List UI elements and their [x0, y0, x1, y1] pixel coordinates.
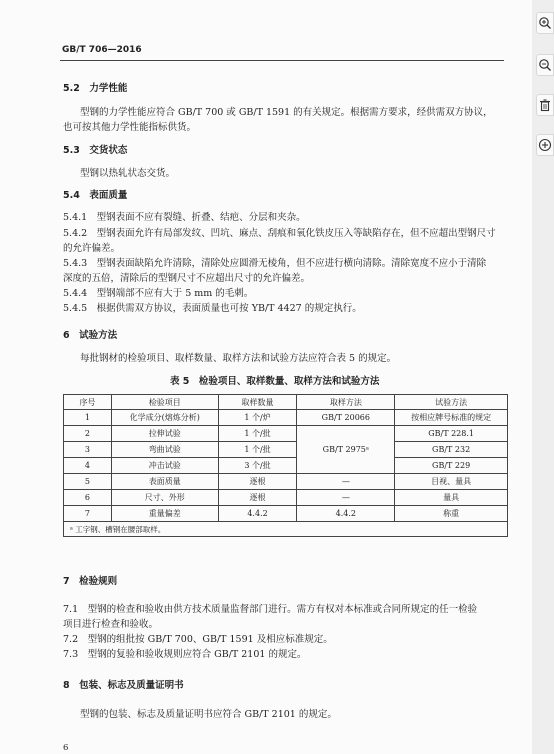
- table-cell: 化学成分(熔炼分析): [111, 410, 218, 426]
- table-row: [64, 490, 508, 506]
- table-header-cell: 取样方法: [297, 395, 395, 410]
- table-cell: 3: [64, 442, 112, 458]
- table-row: [64, 474, 508, 490]
- section-8-text: 型钢的包装、标志及质量证明书应符合 GB/T 2101 的规定。: [80, 709, 337, 720]
- add-button[interactable]: [536, 134, 554, 156]
- table-cell: 按相应牌号标准的规定: [395, 410, 508, 426]
- table-5-caption: 表 5 检验项目、取样数量、取样方法和试验方法: [170, 376, 380, 387]
- plus-circle-icon: [538, 138, 552, 152]
- table-cell: 4.4.2: [297, 506, 395, 522]
- table-note-row: [64, 522, 508, 537]
- table-header-cell: 取样数量: [218, 395, 297, 410]
- table-cell: 1 个/批: [218, 442, 297, 458]
- zoom-out-icon: [538, 58, 552, 72]
- table-cell: GB/T 20066: [297, 410, 395, 426]
- table-header-cell: 试验方法: [395, 395, 508, 410]
- section-5-3-text: 型钢以热轧状态交货。: [80, 168, 176, 179]
- table-cell: 2: [64, 426, 112, 442]
- clause-7-1-a: 7.1 型钢的检查和验收由供方技术质量监督部门进行。需方有权对本标准或合同所规定的任一检验: [63, 604, 478, 615]
- table-cell: 冲击试验: [111, 458, 218, 474]
- table-row: [64, 458, 508, 474]
- table-cell: 拉伸试验: [111, 426, 218, 442]
- table-cell: 4: [64, 458, 112, 474]
- table-5: [63, 394, 508, 537]
- table-cell: 1 个/炉: [218, 410, 297, 426]
- table-cell: 重量偏差: [111, 506, 218, 522]
- clause-5-4-2-b: 的允许偏差。: [63, 243, 121, 254]
- table-cell: 逐根: [218, 474, 297, 490]
- clause-5-4-2-a: 5.4.2 型钢表面允许有局部发纹、凹坑、麻点、刮痕和氧化铁皮压入等缺陷存在，但不应超出型钢尺寸: [63, 228, 496, 239]
- table-cell: 5: [64, 474, 112, 490]
- table-cell: 6: [64, 490, 112, 506]
- section-8-title: 8 包装、标志及质量证明书: [63, 680, 184, 691]
- table-cell: 7: [64, 506, 112, 522]
- table-cell: GB/T 229: [395, 458, 508, 474]
- section-5-3-title: 5.3 交货状态: [63, 145, 128, 156]
- table-cell: 弯曲试验: [111, 442, 218, 458]
- clause-5-4-3-a: 5.4.3 型钢表面缺陷允许清除，清除处应圆滑无棱角，但不应进行横向清除。清除宽度不应小于清除: [63, 258, 487, 269]
- trash-icon: [538, 98, 552, 112]
- header-rule: [60, 60, 504, 61]
- table-row: [64, 506, 508, 522]
- table-cell: 3 个/批: [218, 458, 297, 474]
- zoom-in-icon: [538, 16, 552, 30]
- table-cell: 1: [64, 410, 112, 426]
- standard-header: GB/T 706—2016: [62, 45, 142, 55]
- clause-7-1-b: 项目进行检查和验收。: [63, 619, 159, 630]
- table-header-row: [64, 395, 508, 410]
- table-header-cell: 序号: [64, 395, 112, 410]
- table-cell: GB/T 228.1: [395, 426, 508, 442]
- table-row: [64, 410, 508, 426]
- section-5-2-title: 5.2 力学性能: [63, 83, 128, 94]
- clause-5-4-5: 5.4.5 根据供需双方协议，表面质量也可按 YB/T 4427 的规定执行。: [63, 303, 362, 314]
- section-5-4-title: 5.4 表面质量: [63, 190, 128, 201]
- delete-button[interactable]: [536, 94, 554, 116]
- table-cell: 逐根: [218, 490, 297, 506]
- section-7-title: 7 检验规则: [63, 576, 118, 587]
- table-cell: 4.4.2: [218, 506, 297, 522]
- table-cell: 量具: [395, 490, 508, 506]
- clause-7-3: 7.3 型钢的复验和验收规则应符合 GB/T 2101 的规定。: [63, 649, 307, 660]
- viewer-toolbar: [536, 0, 554, 754]
- section-5-2-text-2: 也可按其他力学性能指标供货。: [63, 122, 197, 133]
- table-header-cell: 检验项目: [111, 395, 218, 410]
- page-number: 6: [63, 743, 69, 753]
- table-cell: 表面质量: [111, 474, 218, 490]
- table-cell: 目视、量具: [395, 474, 508, 490]
- table-cell: 1 个/批: [218, 426, 297, 442]
- zoom-in-button[interactable]: [536, 12, 554, 34]
- section-6-title: 6 试验方法: [63, 330, 118, 341]
- clause-5-4-1: 5.4.1 型钢表面不应有裂缝、折叠、结疤、分层和夹杂。: [63, 212, 306, 223]
- table-row: [64, 426, 508, 442]
- table-cell: —: [297, 474, 395, 490]
- table-cell: —: [297, 490, 395, 506]
- table-cell: GB/T 2975ᵃ: [297, 426, 395, 474]
- table-footnote: ᵃ 工字钢、槽钢在腰部取样。: [64, 522, 508, 537]
- clause-5-4-4: 5.4.4 型钢端部不应有大于 5 mm 的毛刺。: [63, 288, 254, 299]
- table-row: [64, 442, 508, 458]
- table-cell: 称重: [395, 506, 508, 522]
- clause-5-4-3-b: 深度的五倍，清除后的型钢尺寸不应超出尺寸的允许偏差。: [63, 273, 311, 284]
- zoom-out-button[interactable]: [536, 54, 554, 76]
- clause-7-2: 7.2 型钢的组批按 GB/T 700、GB/T 1591 及相应标准规定。: [63, 634, 333, 645]
- table-cell: GB/T 232: [395, 442, 508, 458]
- section-6-text: 每批钢材的检验项目、取样数量、取样方法和试验方法应符合表 5 的规定。: [80, 353, 397, 364]
- table-cell: 尺寸、外形: [111, 490, 218, 506]
- section-5-2-text-1: 型钢的力学性能应符合 GB/T 700 或 GB/T 1591 的有关规定。根据需方要求，经供需双方协议，: [80, 107, 493, 118]
